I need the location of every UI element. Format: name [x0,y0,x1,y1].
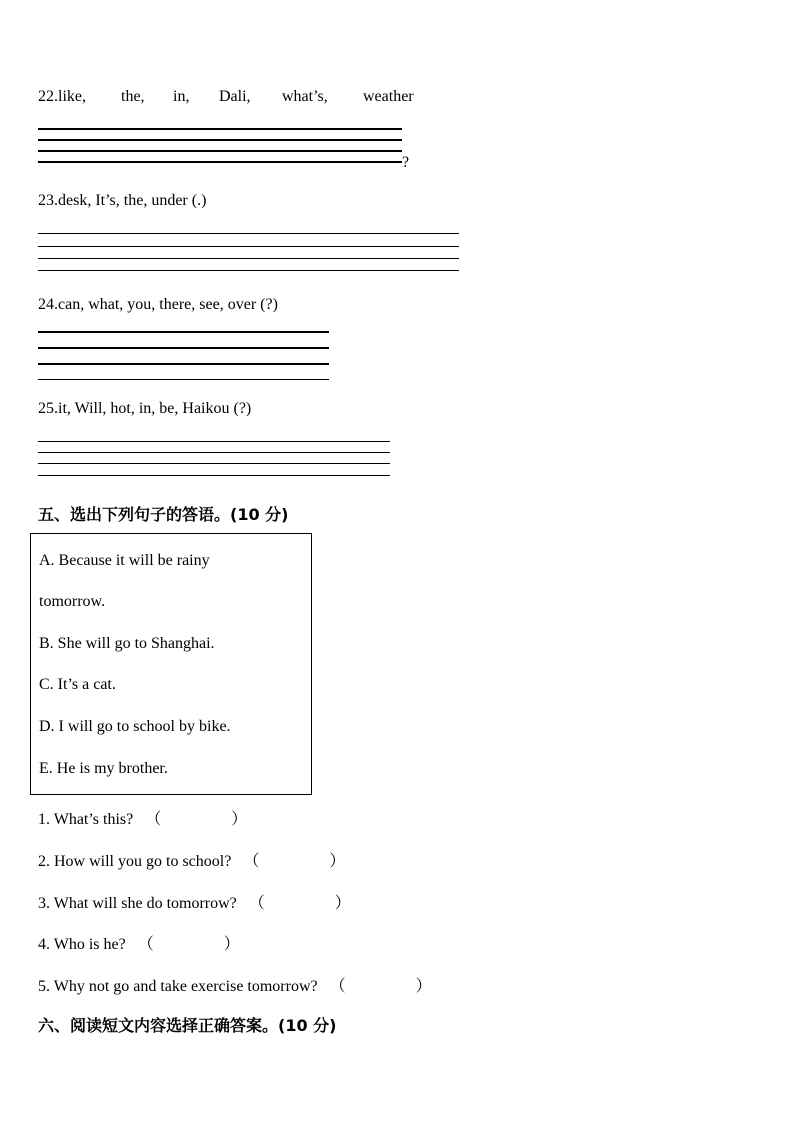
answer-options-box [30,533,312,795]
answer-line[interactable] [38,331,329,333]
answer-blank[interactable]: （ ） [248,895,351,912]
q22-word: in, [173,88,190,105]
answer-line[interactable] [38,475,390,476]
answer-line[interactable] [38,128,402,130]
question-text: 1. What’s this? [38,811,134,828]
answer-blank[interactable]: （ ） [243,853,346,870]
answer-line[interactable] [38,463,390,464]
question-1 [38,806,247,829]
answer-line[interactable] [38,233,459,234]
answer-line[interactable] [38,258,459,259]
q22-question-mark: ? [402,154,410,171]
q25-prompt: 25.it, Will, hot, in, be, Haikou (?) [38,400,252,417]
q24-prompt: 24.can, what, you, there, see, over (?) [38,296,278,313]
answer-line[interactable] [38,139,402,141]
option-d: D. I will go to school by bike. [39,718,231,735]
section6-title: 六、阅读短文内容选择正确答案。(10 分) [38,1016,337,1035]
section5-title: 五、选出下列句子的答语。(10 分) [38,505,289,524]
answer-line[interactable] [38,347,329,349]
answer-line[interactable] [38,150,402,152]
option-b: B. She will go to Shanghai. [39,635,215,652]
q22-word: weather [363,88,414,105]
q23-prompt: 23.desk, It’s, the, under (.) [38,192,207,209]
answer-line[interactable] [38,379,329,380]
answer-blank[interactable]: （ ） [329,978,432,995]
question-text: 5. Why not go and take exercise tomorrow? [38,978,318,995]
question-text: 2. How will you go to school? [38,853,232,870]
q22-word: Dali, [219,88,251,105]
answer-line[interactable] [38,363,329,365]
answer-line[interactable] [38,270,459,271]
option-a: A. Because it will be rainy [39,552,210,569]
q22-word: what’s, [282,88,328,105]
answer-line[interactable] [38,161,402,163]
q22-word: the, [121,88,145,105]
option-c: C. It’s a cat. [39,676,116,693]
answer-blank[interactable]: （ ） [145,811,248,828]
question-4 [38,931,240,954]
question-text: 3. What will she do tomorrow? [38,895,237,912]
question-text: 4. Who is he? [38,936,126,953]
answer-line[interactable] [38,452,390,453]
question-2 [38,848,345,871]
question-3 [38,890,351,913]
question-5 [38,973,432,996]
answer-line[interactable] [38,441,390,442]
answer-blank[interactable]: （ ） [137,936,240,953]
option-a-continued: tomorrow. [39,593,106,610]
q22-prompt [38,88,414,106]
q22-word: 22.like, [38,88,86,105]
option-e: E. He is my brother. [39,760,168,777]
answer-line[interactable] [38,246,459,247]
